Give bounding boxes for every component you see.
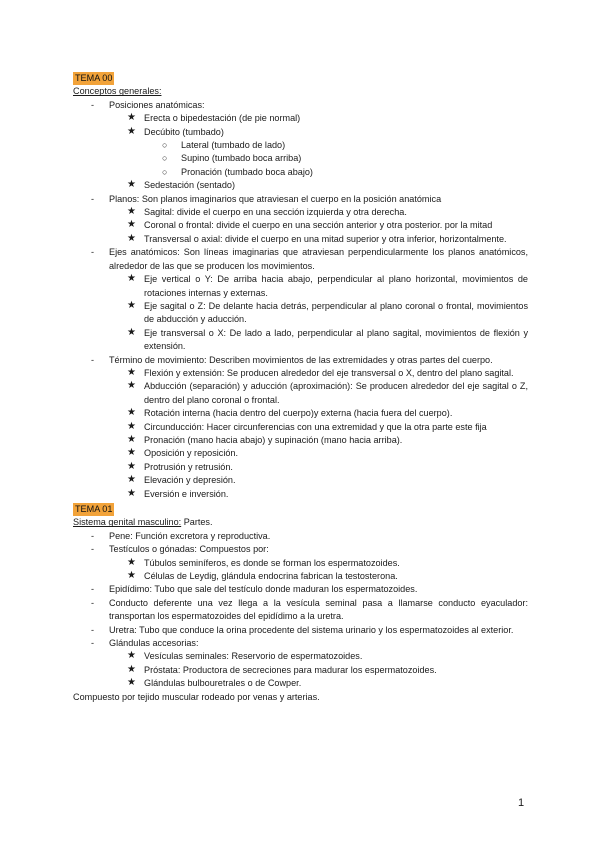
list-item-text: Conducto deferente una vez llega a la vesícula seminal pasa a llamarse conducto eyaculador: transportan los espermatozoides del epidídimo a la uretra. bbox=[109, 597, 528, 622]
star-icon: ★ bbox=[127, 447, 136, 459]
sub-list-item-text: Túbulos seminíferos, es donde se forman los espermatozoides. bbox=[144, 557, 400, 568]
list-item-text: Testículos o gónadas: Compuestos por: bbox=[109, 544, 269, 555]
sub-list-item-text: Circunducción: Hacer circunferencias con una extremidad y que la otra parte este fija bbox=[144, 421, 487, 432]
sub-list-item bbox=[73, 461, 528, 474]
sub-list-item bbox=[73, 664, 528, 677]
star-icon: ★ bbox=[127, 433, 136, 445]
star-icon: ★ bbox=[127, 380, 136, 392]
list-item bbox=[73, 597, 528, 624]
dash-bullet: - bbox=[91, 247, 95, 258]
star-icon: ★ bbox=[127, 556, 136, 568]
tema00-section bbox=[73, 71, 528, 501]
star-icon: ★ bbox=[127, 650, 136, 662]
sub-list-item-text: Protrusión y retrusión. bbox=[144, 461, 233, 472]
closing-line: Compuesto por tejido muscular rodeado por venas y arterias. bbox=[73, 691, 320, 702]
sub-list-item bbox=[73, 219, 528, 232]
list-item bbox=[73, 354, 528, 367]
dash-bullet: - bbox=[91, 354, 95, 365]
sub-list-item-text: Transversal o axial: divide el cuerpo en una mitad superior y otra inferior, horizontalmente. bbox=[144, 233, 507, 244]
sub-list-item-text: Flexión y extensión: Se producen alrededor del eje transversal o X, dentro del plano sagital. bbox=[144, 367, 514, 378]
list-item-text: Planos: Son planos imaginarios que atraviesan el cuerpo en la posición anatómica bbox=[109, 193, 442, 204]
star-icon: ★ bbox=[127, 366, 136, 378]
sub-sub-list-item bbox=[73, 152, 528, 165]
sub-list-item-text: Elevación y depresión. bbox=[144, 475, 236, 486]
sub-list-item bbox=[73, 300, 528, 327]
sub-sub-list-item bbox=[73, 139, 528, 152]
sub-sub-list-item-text: Supino (tumbado boca arriba) bbox=[181, 153, 302, 164]
sub-list-item bbox=[73, 650, 528, 663]
sub-list-item bbox=[73, 434, 528, 447]
star-icon: ★ bbox=[127, 487, 136, 499]
star-icon: ★ bbox=[127, 273, 136, 285]
dash-bullet: - bbox=[91, 544, 95, 555]
list-item bbox=[73, 624, 528, 637]
section-subtitle bbox=[73, 85, 528, 98]
sub-list-item bbox=[73, 407, 528, 420]
sub-list-item bbox=[73, 233, 528, 246]
list-item-text: Ejes anatómicos: Son líneas imaginarias que atraviesan perpendicularmente los planos anatómicos, alrededor de las que se producen los movimientos. bbox=[109, 247, 528, 271]
sub-list-item-text: Eje transversal o X: De lado a lado, perpendicular al plano sagital, movimientos de flexión y extensión. bbox=[144, 327, 528, 352]
star-icon: ★ bbox=[127, 420, 136, 432]
subtitle-rest: Partes. bbox=[181, 517, 213, 528]
circle-bullet-icon: ○ bbox=[162, 140, 168, 151]
sub-list-item-text: Decúbito (tumbado) bbox=[144, 126, 224, 137]
sub-list-item-text: Células de Leydig, glándula endocrina fabrican la testosterona. bbox=[144, 571, 398, 582]
dash-bullet: - bbox=[91, 584, 95, 595]
list-item-text: Pene: Función excretora y reproductiva. bbox=[109, 530, 271, 541]
star-icon: ★ bbox=[127, 206, 136, 218]
sub-list-item bbox=[73, 677, 528, 690]
list-item bbox=[73, 583, 528, 596]
star-icon: ★ bbox=[127, 326, 136, 338]
list-item-text: Glándulas accesorias: bbox=[109, 638, 199, 649]
sub-list-item bbox=[73, 380, 528, 407]
sub-list-item-text: Eversión e inversión. bbox=[144, 488, 229, 499]
dash-bullet: - bbox=[91, 597, 95, 608]
sub-list-item-text: Coronal o frontal: divide el cuerpo en una sección anterior y otra posterior. por la mitad bbox=[144, 220, 493, 231]
sub-list-item bbox=[73, 327, 528, 354]
list-item-text: Epidídimo: Tubo que sale del testículo donde maduran los espermatozoides. bbox=[109, 584, 418, 595]
star-icon: ★ bbox=[127, 112, 136, 124]
conceptos-generales-title: Conceptos generales: bbox=[73, 86, 162, 97]
tema01-section bbox=[73, 502, 528, 704]
sub-list-item-text: Sagital: divide el cuerpo en una sección izquierda y otra derecha. bbox=[144, 207, 407, 218]
sub-list-item bbox=[73, 273, 528, 300]
star-icon: ★ bbox=[127, 663, 136, 675]
sistema-genital-title: Sistema genital masculino: bbox=[73, 517, 182, 528]
page-number: 1 bbox=[518, 797, 525, 809]
star-icon: ★ bbox=[127, 474, 136, 486]
list-item bbox=[73, 530, 528, 543]
sub-list-item-text: Eje vertical o Y: De arriba hacia abajo, perpendicular al plano horizontal, movimientos de rotaciones internas y externas. bbox=[144, 274, 528, 298]
sub-list-item-text: Sedestación (sentado) bbox=[144, 180, 235, 191]
sub-list-item-text: Vesículas seminales: Reservorio de espermatozoides. bbox=[144, 651, 363, 662]
tema-heading-row bbox=[73, 502, 528, 516]
sub-list-item-text: Glándulas bulbouretrales o de Cowper. bbox=[144, 678, 302, 689]
sub-sub-list-item-text: Pronación (tumbado boca abajo) bbox=[181, 166, 313, 177]
list-item-text: Posiciones anatómicas: bbox=[109, 99, 205, 110]
sub-list-item-text: Rotación interna (hacia dentro del cuerpo)y externa (hacia fuera del cuerpo). bbox=[144, 408, 453, 419]
sub-list-item-text: Pronación (mano hacia abajo) y supinación (mano hacia arriba). bbox=[144, 434, 403, 445]
star-icon: ★ bbox=[127, 407, 136, 419]
sub-list-item bbox=[73, 126, 528, 139]
tema-01-label: TEMA 01 bbox=[75, 504, 113, 514]
dash-bullet: - bbox=[91, 530, 95, 541]
star-icon: ★ bbox=[127, 299, 136, 311]
list-item bbox=[73, 193, 528, 206]
circle-bullet-icon: ○ bbox=[162, 166, 168, 177]
sub-list-item-text: Oposición y reposición. bbox=[144, 448, 239, 459]
sub-list-item bbox=[73, 112, 528, 125]
sub-list-item bbox=[73, 206, 528, 219]
sub-list-item bbox=[73, 557, 528, 570]
tema-00-label: TEMA 00 bbox=[75, 73, 113, 83]
tema-heading-row bbox=[73, 71, 528, 85]
sub-list-item bbox=[73, 367, 528, 380]
list-item bbox=[73, 246, 528, 273]
star-icon: ★ bbox=[127, 219, 136, 231]
document-body bbox=[73, 71, 528, 704]
sub-list-item-text: Próstata: Productora de secreciones para madurar los espermatozoides. bbox=[144, 664, 437, 675]
list-item bbox=[73, 99, 528, 112]
section-subtitle bbox=[73, 516, 528, 529]
dash-bullet: - bbox=[91, 638, 95, 649]
star-icon: ★ bbox=[127, 125, 136, 137]
list-item-text: Término de movimiento: Describen movimientos de las extremidades y otras partes del cuerpo. bbox=[109, 354, 493, 365]
sub-list-item bbox=[73, 474, 528, 487]
dash-bullet: - bbox=[91, 193, 95, 204]
star-icon: ★ bbox=[127, 570, 136, 582]
dash-bullet: - bbox=[91, 624, 95, 635]
list-item bbox=[73, 637, 528, 650]
sub-list-item bbox=[73, 570, 528, 583]
list-item bbox=[73, 543, 528, 556]
star-icon: ★ bbox=[127, 232, 136, 244]
star-icon: ★ bbox=[127, 677, 136, 689]
sub-sub-list-item-text: Lateral (tumbado de lado) bbox=[181, 140, 286, 151]
sub-list-item bbox=[73, 179, 528, 192]
list-item-text: Uretra: Tubo que conduce la orina procedente del sistema urinario y los espermatozoides al exterior. bbox=[109, 624, 514, 635]
circle-bullet-icon: ○ bbox=[162, 153, 168, 164]
star-icon: ★ bbox=[127, 460, 136, 472]
star-icon: ★ bbox=[127, 179, 136, 191]
sub-sub-list-item bbox=[73, 166, 528, 179]
dash-bullet: - bbox=[91, 99, 95, 110]
sub-list-item bbox=[73, 447, 528, 460]
sub-list-item-text: Erecta o bipedestación (de pie normal) bbox=[144, 113, 301, 124]
sub-list-item bbox=[73, 488, 528, 501]
sub-list-item-text: Abducción (separación) y aducción (aproximación): Se producen alrededor del eje sagital o Z, dentro del plano coronal o frontal. bbox=[144, 381, 528, 405]
sub-list-item bbox=[73, 421, 528, 434]
sub-list-item-text: Eje sagital o Z: De delante hacia detrás, perpendicular al plano coronal o frontal, movimientos de abducción y aducción. bbox=[144, 300, 528, 325]
